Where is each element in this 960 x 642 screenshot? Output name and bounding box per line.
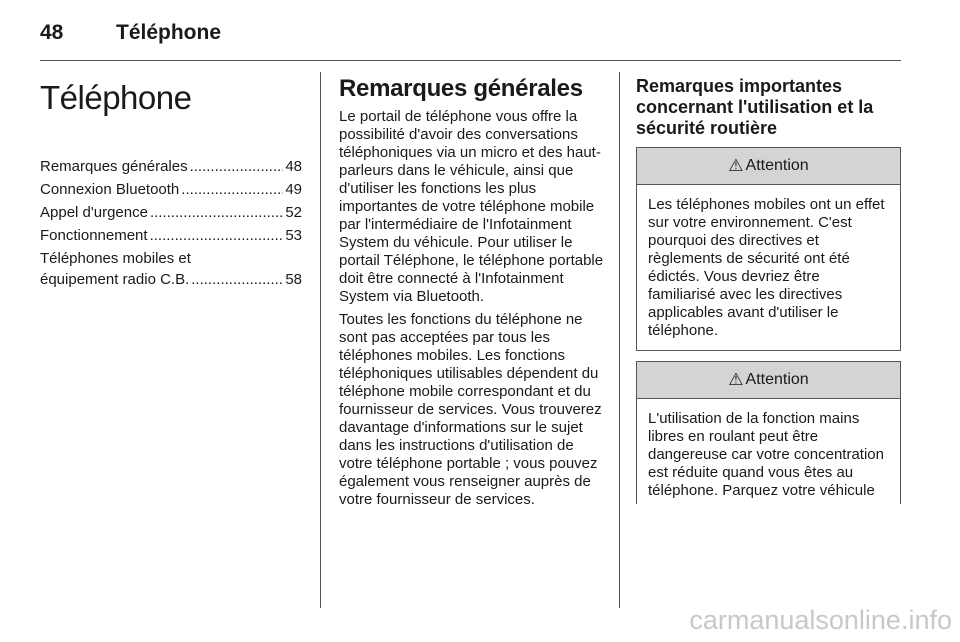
warning-text: Les téléphones mobiles ont un effet sur votre environnement. C'est pourquoi des directives et règlements de sécurité ont été édictés. Vous devriez être familiarisé avec les directives applicables avant d'utiliser le téléphone. [648, 196, 885, 339]
warning-box [636, 147, 901, 351]
toc-item[interactable] [40, 248, 302, 290]
page-number: 48 [40, 21, 64, 44]
toc-item[interactable] [40, 225, 302, 246]
warning-title: Attention [745, 157, 809, 174]
section-heading: Remarques générales [339, 75, 583, 102]
toc-leader [181, 179, 283, 200]
toc-item-page: 49 [285, 181, 302, 198]
toc-item-label: Remarques générales [40, 158, 188, 175]
warning-box [636, 361, 901, 504]
table-of-contents [40, 156, 302, 290]
toc-leader [150, 202, 283, 223]
column-divider-2 [619, 72, 620, 608]
running-section-title: Téléphone [116, 21, 222, 44]
warning-triangle-icon: ⚠ [728, 156, 744, 175]
warning-triangle-icon: ⚠ [728, 370, 744, 389]
general-remarks-column [339, 72, 605, 514]
toc-item[interactable] [40, 156, 302, 177]
warning-header [637, 148, 900, 185]
toc-leader [191, 269, 283, 290]
toc-item-label: Fonctionnement [40, 227, 148, 244]
watermark: carmanualsonline.info [689, 605, 952, 635]
toc-item-page: 52 [285, 204, 302, 221]
warning-text: L'utilisation de la fonction mains libres en roulant peut être dangereuse car votre concentration est réduite quand vous êtes au téléphone. Parquez votre véhicule [648, 410, 884, 499]
toc-leader [150, 225, 284, 246]
toc-item-page: 58 [285, 271, 302, 288]
toc-item[interactable] [40, 179, 302, 200]
toc-leader [190, 156, 284, 177]
toc-item-label-line1: Téléphones mobiles et [40, 250, 191, 267]
chapter-title: Téléphone [40, 79, 192, 116]
toc-item-label: équipement radio C.B. [40, 271, 190, 288]
toc-item[interactable] [40, 202, 302, 223]
toc-item-page: 53 [285, 227, 302, 244]
warning-header [637, 362, 900, 399]
toc-item-label: Connexion Bluetooth [40, 181, 180, 198]
column-divider-1 [320, 72, 321, 608]
warning-title: Attention [745, 371, 809, 388]
page-header [40, 18, 221, 48]
header-rule [40, 60, 901, 61]
subsection-heading: Remarques importantes concernant l'utilisation et la sécurité routière [636, 76, 874, 138]
toc-item-page: 48 [285, 158, 302, 175]
toc-item-label: Appel d'urgence [40, 204, 148, 221]
body-paragraph: Le portail de téléphone vous offre la possibilité d'avoir des conversations téléphoniques via un micro et des haut-parleurs dans le véhicule, ainsi que d'utiliser les fonctions les plus importantes de votre téléphone mobile par l'intermédiaire de l'Infotainment System du véhicule. Pour utiliser le portail Téléphone, le téléphone portable doit être connecté à l'Infotainment System via Bluetooth. [339, 108, 604, 305]
body-paragraph: Toutes les fonctions du téléphone ne sont pas acceptées par tous les téléphones mobiles. Les fonctions téléphoniques utilisables dépendent du téléphone mobile correspondant et du fournisseur de services. Vous trouverez davantage d'informations sur le sujet dans les instructions d'utilisation de votre téléphone portable ; vous pouvez également vous renseigner auprès de votre fournisseur de services. [339, 311, 602, 508]
toc-column [40, 72, 302, 292]
important-remarks-column [636, 72, 901, 504]
